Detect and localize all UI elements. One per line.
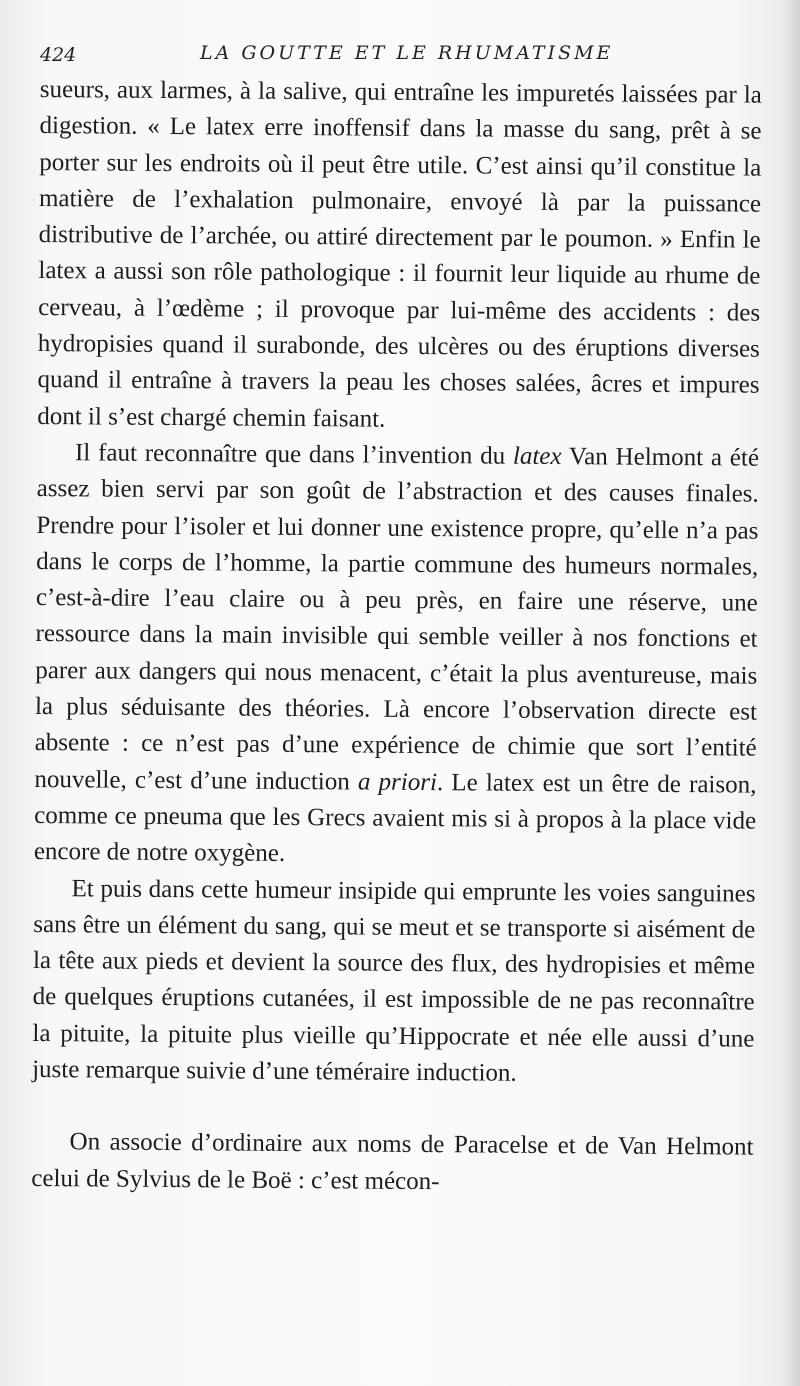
paragraph-text: sueurs, aux larmes, à la salive, qui entraîne les impuretés laissées par la digestion. « Le latex erre inoffensif dans la masse du sang, prêt à se porter sur les endroits où il peut être utile. C’est ainsi qu’il constitue la matière de l’exhalation pulmonaire, envoyé là par la puissance distributive de l’archée, ou attiré directement par le poumon. » Enfin le latex a aussi son rôle pathologique : il fournit leur liquide au rhume de cerveau, à l’œdème ; il provoque par lui-même des accidents : des hydropisies quand il surabonde, des ulcères ou des éruptions diverses quand il entraîne à travers la peau les choses salées, âcres et impures dont il s’est chargé chemin faisant. (37, 75, 762, 433)
paragraph-text: On associe d’ordinaire aux noms de Paracelse et de Van Helmont celui de Sylvius de le Boë : c’est mécon- (31, 1128, 754, 1195)
paragraph-text: . Le latex est un être de raison, comme ce pneuma que les Grecs avaient mis si à propos à la place vide encore de notre oxygène. (33, 768, 757, 868)
page-edge-shadow (782, 0, 800, 1386)
paragraph-sylvius (31, 1124, 754, 1202)
body-text (31, 72, 762, 1203)
paragraph-latex-invention (34, 435, 759, 876)
paragraph-text: Van Helmont a été assez bien servi par son goût de l’abstraction et des causes finales. Prendre pour l’isoler et lui donner une existence propre, qu’elle n’a pas dans le corps de l’homme, la partie commune des humeurs normales, c’est-à-dire l’eau claire ou à peu près, en faire une réserve, une ressource dans la main invisible qui semble veiller à nos fonctions et parer aux dangers qui nous menacent, c’était la plus aventureuse, mais la plus séduisante des théories. Là encore l’observation directe est absente : ce n’est pas d’une expérience de chimie que sort l’entité nouvelle, c’est d’une induction (34, 443, 760, 796)
page-number: 424 (40, 44, 77, 66)
italic-term-latex: latex (512, 442, 562, 471)
running-title: LA GOUTTE ET LE RHUMATISME (200, 42, 614, 64)
paragraph-pituite (32, 871, 756, 1094)
italic-term-a-priori: a priori (357, 768, 438, 796)
paragraph-text: Il faut reconnaître que dans l’invention du (74, 439, 514, 470)
paragraph-text: Et puis dans cette humeur insipide qui emprunte les voies sanguines sans être un élément du sang, qui se meut et se transporte si aisément de la tête aux pieds et devient la source des flux, des hydropisies et même de quelques éruptions cutanées, il est impossible de ne pas reconnaître la pituite, la pituite plus vieille qu’Hippocrate et née elle aussi d’une juste remarque suivie d’une téméraire induction. (32, 874, 756, 1087)
paragraph-continued (37, 72, 762, 441)
page-header (40, 40, 760, 70)
